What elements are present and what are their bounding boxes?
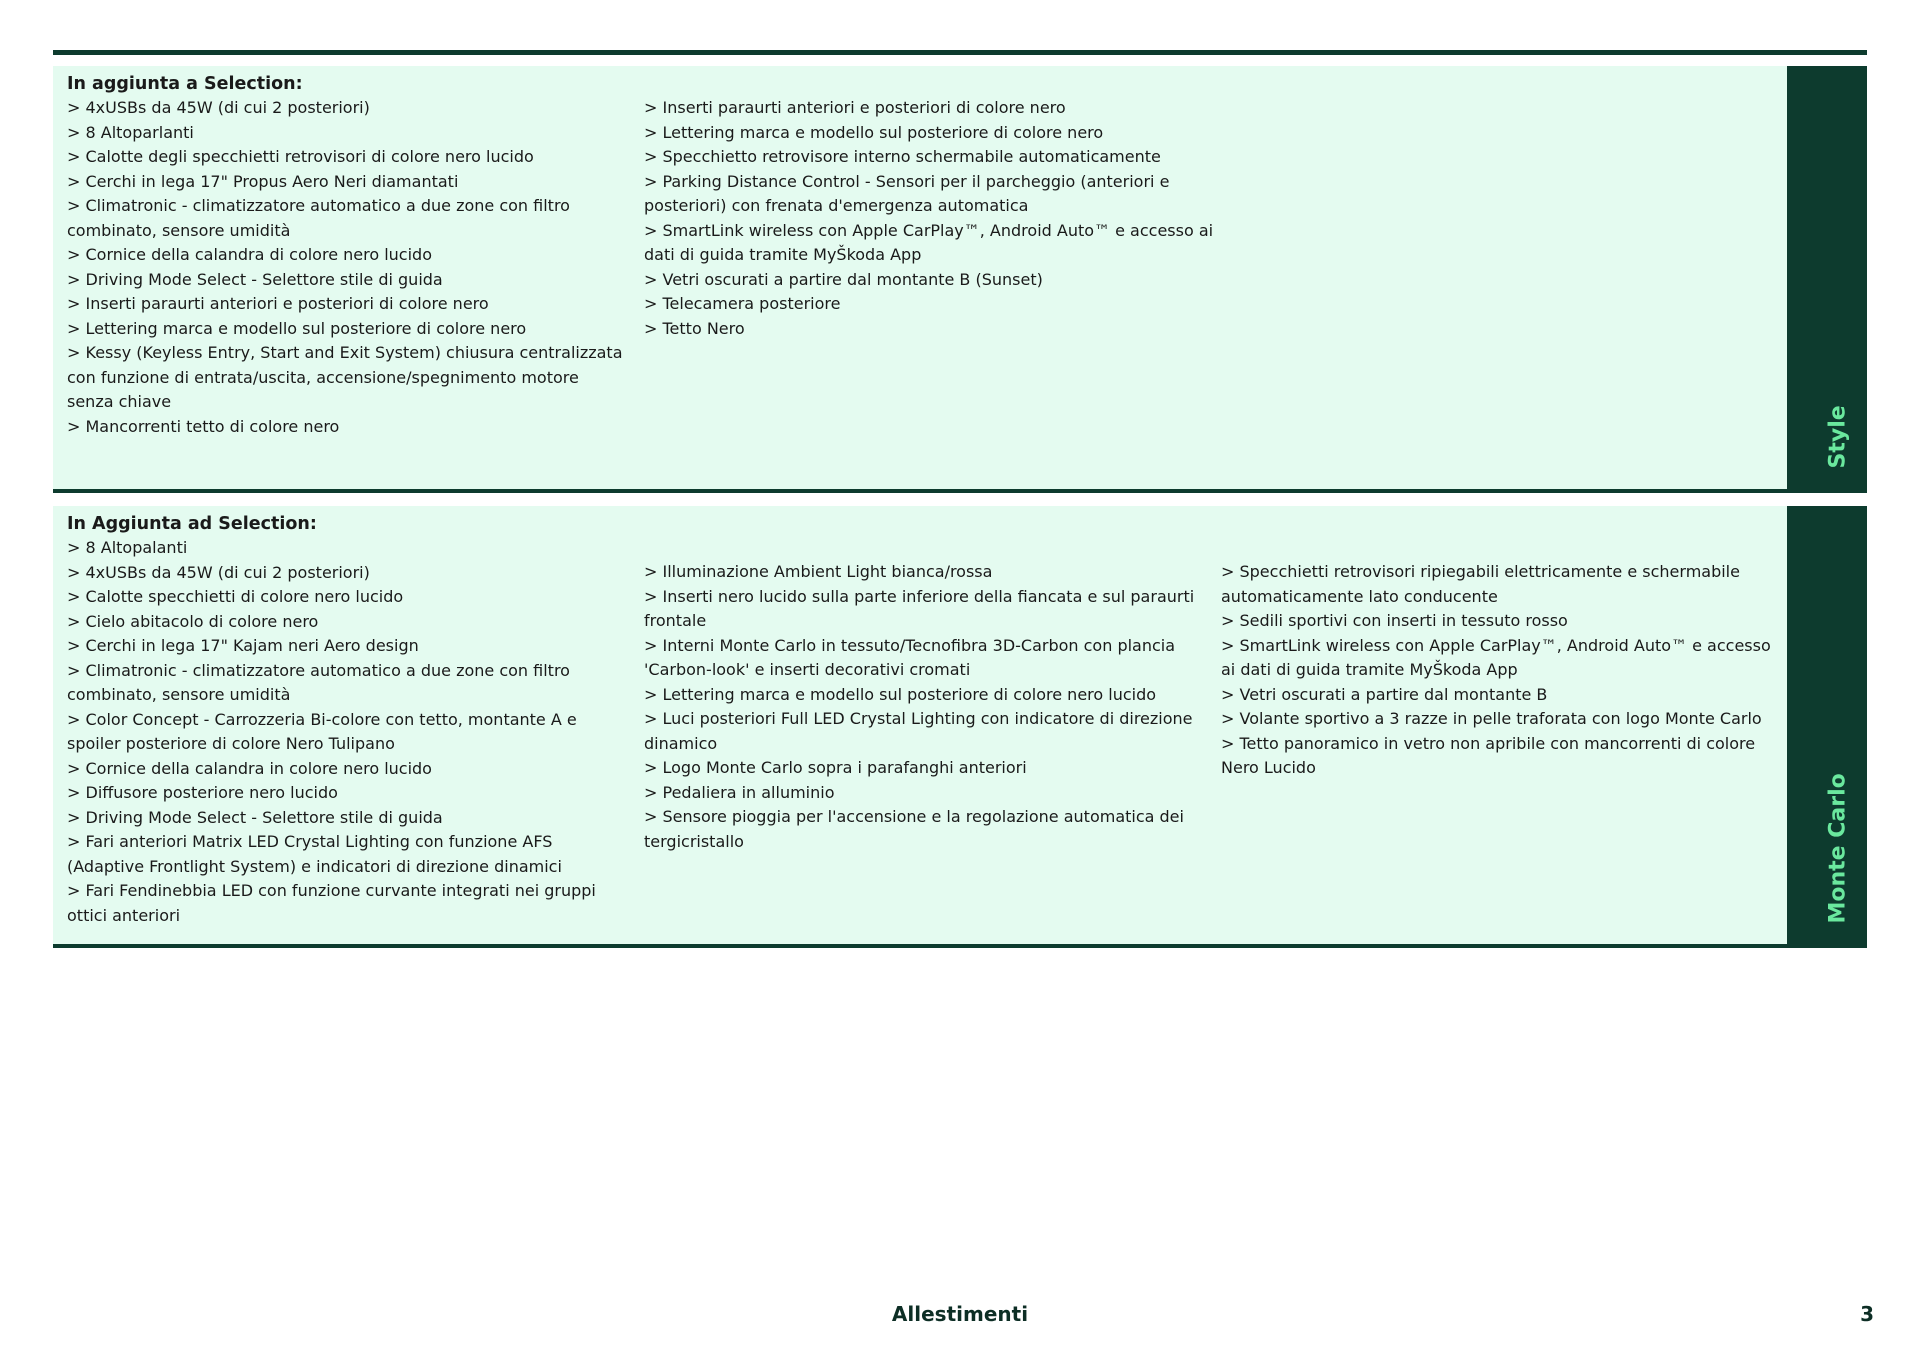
list-item: > 4xUSBs da 45W (di cui 2 posteriori) bbox=[67, 98, 370, 117]
list-item: > Parking Distance Control - Sensori per il parcheggio (anteriori e posteriori) con frenata d'emergenza automatica bbox=[644, 171, 1170, 215]
list-item: > Pedaliera in alluminio bbox=[644, 782, 835, 802]
list-item: > Lettering marca e modello sul posteriore di colore nero bbox=[644, 122, 1104, 142]
list-item: > Specchietti retrovisori ripiegabili elettricamente e schermabile automaticamente lato conducente bbox=[1221, 562, 1740, 606]
list-item: > Lettering marca e modello sul posteriore di colore nero lucido bbox=[644, 684, 1157, 704]
style-side-label: Style bbox=[1825, 405, 1851, 469]
list-item: > Sensore pioggia per l'accensione e la regolazione automatica dei tergicristallo bbox=[644, 807, 1184, 851]
list-item: > 4xUSBs da 45W (di cui 2 posteriori) bbox=[67, 562, 370, 582]
style-section bbox=[53, 66, 1867, 493]
list-item: > 8 Altoparlanti bbox=[67, 122, 194, 142]
list-item: > Tetto Nero bbox=[644, 318, 745, 338]
list-item: > Climatronic - climatizzatore automatico a due zone con filtro combinato, sensore umidità bbox=[67, 196, 570, 240]
list-item: > Volante sportivo a 3 razze in pelle traforata con logo Monte Carlo bbox=[1221, 709, 1762, 728]
list-item: > Telecamera posteriore bbox=[644, 294, 841, 313]
monte-carlo-column-3 bbox=[1221, 560, 1781, 781]
list-item: > SmartLink wireless con Apple CarPlay™, Android Auto™ e accesso ai dati di guida tramite MyŠkoda App bbox=[1221, 635, 1771, 679]
list-item: > Driving Mode Select - Selettore stile di guida bbox=[67, 807, 443, 827]
list-item: > Color Concept - Carrozzeria Bi-colore con tetto, montante A e spoiler posteriore di colore Nero Tulipano bbox=[67, 709, 577, 753]
list-item: > Cerchi in lega 17" Propus Aero Neri diamantati bbox=[67, 171, 459, 191]
top-divider bbox=[53, 50, 1867, 55]
list-item: > Calotte degli specchietti retrovisori di colore nero lucido bbox=[67, 147, 534, 166]
list-item: > Kessy (Keyless Entry, Start and Exit System) chiusura centralizzata con funzione di entrata/uscita, accensione/spegnimento motore senza chiave bbox=[67, 343, 623, 411]
list-item: > Diffusore posteriore nero lucido bbox=[67, 783, 338, 802]
list-item: > Climatronic - climatizzatore automatico a due zone con filtro combinato, sensore umidità bbox=[67, 660, 570, 704]
style-column-1 bbox=[67, 96, 627, 439]
monte-carlo-bottom-rule bbox=[53, 944, 1867, 948]
list-item: > Cornice della calandra in colore nero lucido bbox=[67, 758, 432, 778]
list-item: > Fari anteriori Matrix LED Crystal Lighting con funzione AFS (Adaptive Frontlight System) e indicatori di direzione dinamici bbox=[67, 832, 562, 876]
monte-carlo-column-1 bbox=[67, 536, 632, 928]
list-item: > Tetto panoramico in vetro non apribile con mancorrenti di colore Nero Lucido bbox=[1221, 733, 1756, 777]
monte-carlo-panel bbox=[53, 506, 1787, 948]
list-item: > Logo Monte Carlo sopra i parafanghi anteriori bbox=[644, 758, 1027, 777]
footer-title: Allestimenti bbox=[891, 1302, 1029, 1326]
list-item: > Cerchi in lega 17" Kajam neri Aero design bbox=[67, 636, 419, 655]
page-number: 3 bbox=[1860, 1302, 1874, 1326]
list-item: > SmartLink wireless con Apple CarPlay™, Android Auto™ e accesso ai dati di guida tramite MyŠkoda App bbox=[644, 220, 1214, 264]
monte-carlo-side-band bbox=[1787, 506, 1867, 948]
monte-carlo-column-2 bbox=[644, 560, 1204, 854]
list-item: > Cielo abitacolo di colore nero bbox=[67, 611, 319, 631]
monte-carlo-section bbox=[53, 506, 1867, 948]
list-item: > Luci posteriori Full LED Crystal Lighting con indicatore di direzione dinamico bbox=[644, 709, 1193, 753]
style-bottom-rule bbox=[53, 489, 1867, 493]
monte-carlo-side-label: Monte Carlo bbox=[1825, 773, 1851, 924]
list-item: > 8 Altopalanti bbox=[67, 538, 188, 557]
list-item: > Vetri oscurati a partire dal montante B (Sunset) bbox=[644, 269, 1043, 289]
list-item: > Driving Mode Select - Selettore stile di guida bbox=[67, 269, 443, 289]
list-item: > Inserti nero lucido sulla parte inferiore della fiancata e sul paraurti frontale bbox=[644, 586, 1195, 630]
list-item: > Illuminazione Ambient Light bianca/rossa bbox=[644, 562, 993, 581]
list-item: > Calotte specchietti di colore nero lucido bbox=[67, 587, 404, 606]
list-item: > Inserti paraurti anteriori e posteriori di colore nero bbox=[67, 294, 489, 313]
list-item: > Vetri oscurati a partire dal montante B bbox=[1221, 684, 1548, 704]
list-item: > Specchietto retrovisore interno schermabile automaticamente bbox=[644, 147, 1161, 166]
style-column-2 bbox=[644, 96, 1214, 341]
monte-carlo-heading: In Aggiunta ad Selection: bbox=[67, 514, 317, 534]
list-item: > Interni Monte Carlo in tessuto/Tecnofibra 3D-Carbon con plancia 'Carbon-look' e inserti decorativi cromati bbox=[644, 635, 1176, 679]
style-side-band bbox=[1787, 66, 1867, 493]
list-item: > Fari Fendinebbia LED con funzione curvante integrati nei gruppi ottici anteriori bbox=[67, 881, 596, 925]
style-heading: In aggiunta a Selection: bbox=[67, 74, 303, 94]
style-panel bbox=[53, 66, 1787, 493]
list-item: > Cornice della calandra di colore nero lucido bbox=[67, 245, 432, 264]
list-item: > Lettering marca e modello sul posteriore di colore nero bbox=[67, 318, 527, 338]
list-item: > Inserti paraurti anteriori e posteriori di colore nero bbox=[644, 98, 1066, 117]
list-item: > Mancorrenti tetto di colore nero bbox=[67, 416, 340, 436]
list-item: > Sedili sportivi con inserti in tessuto rosso bbox=[1221, 611, 1568, 630]
